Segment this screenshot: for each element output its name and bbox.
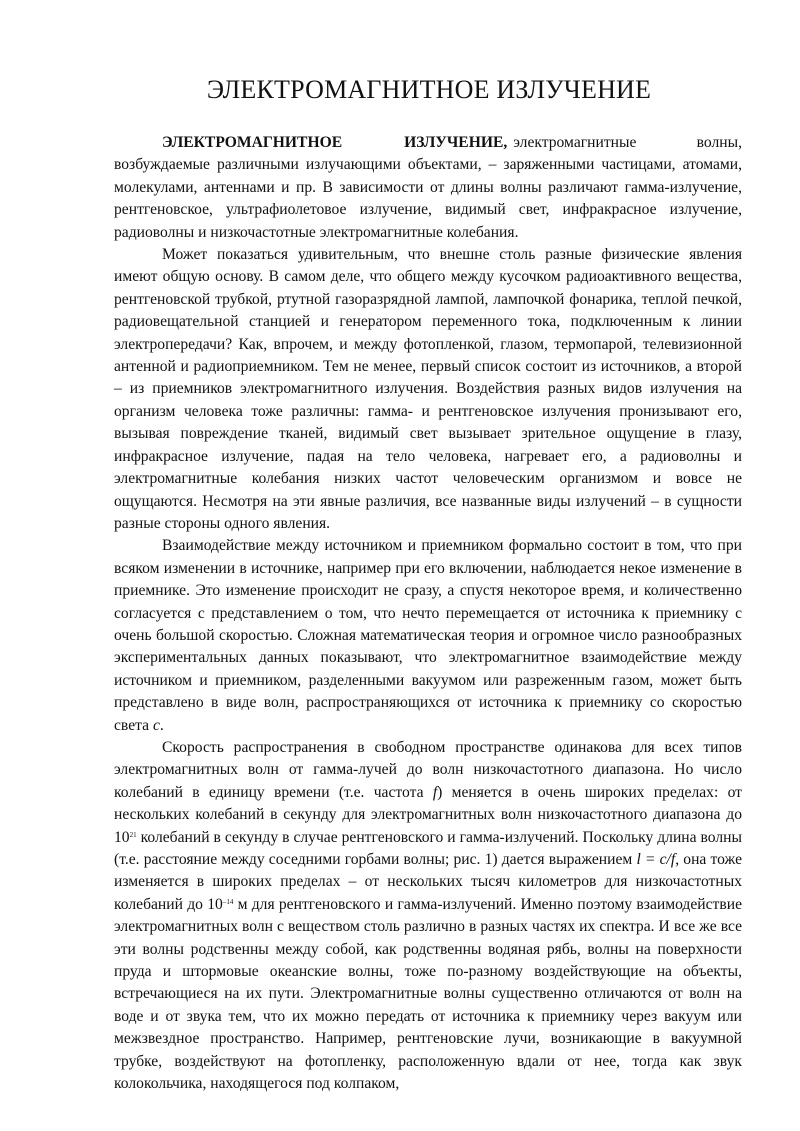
paragraph-3-end: . bbox=[159, 716, 164, 734]
document-body bbox=[114, 132, 742, 1095]
paragraph-4-s1: Скорость распространения в свободном пространстве одинакова для всех типов электромагнитных волн от гамма-лучей до волн низкочастотного диапазона. Но число колебаний в единицу времени (т.е. частота bbox=[114, 738, 742, 801]
paragraph-4-s3: колебаний в секунду в случае рентгеновского и гамма-излучений. Поскольку длина волны (т.е. расстояние между соседними горбами волны; рис. 1) дается выражением bbox=[114, 828, 742, 868]
speed-of-light-symbol: c bbox=[152, 716, 160, 734]
frequency-symbol: f bbox=[432, 783, 438, 801]
paragraph-2: Может показаться удивительным, что внешне столь разные физические явления имеют общую основу. В самом деле, что общего между кусочком радиоактивного вещества, рентгеновской трубкой, ртутной газоразрядной лампой, лампочкой фонарика, теплой печкой, радиовещательной станцией и генератором переменного тока, подключенным к линии электропередачи? Как, впрочем, и между фотопленкой, глазом, термопарой, телевизионной антенной и радиоприемником. Тем не менее, первый список состоит из источников, а второй – из приемников электромагнитного излучения. Воздействия разных видов излучения на организм человека тоже различны: гамма- и рентгеновское излучения пронизывают его, вызывая повреждение тканей, видимый свет вызывает зрительное ощущение в глазу, инфракрасное излучение, падая на тело человека, нагревает его, а радиоволны и электромагнитные колебания низких частот человеческим организмом и вовсе не ощущаются. Несмотря на эти явные различия, все названные виды излучений – в сущности разные стороны одного явления. bbox=[114, 246, 742, 532]
exponent-21: 21 bbox=[129, 830, 137, 839]
term-word-2: ИЗЛУЧЕНИЕ, bbox=[404, 134, 508, 151]
exponent-minus-14: –14 bbox=[222, 897, 234, 906]
document-title: ЭЛЕКТРОМАГНИТНОЕ ИЗЛУЧЕНИЕ bbox=[206, 75, 652, 104]
paragraph-4-s2: ) меняется в очень широких пределах: от нескольких колебаний в секунду для электромагнитных волн низкочастотного диапазона до 10 bbox=[114, 783, 742, 846]
paragraph-4 bbox=[114, 737, 742, 1096]
paragraph-3 bbox=[114, 535, 742, 737]
paragraph-4-s4: , она тоже изменяется в широких пределах – от нескольких тысяч километров для низкочастотных колебаний до 10 bbox=[114, 851, 742, 913]
term-word-1: ЭЛЕКТРОМАГНИТНОЕ bbox=[162, 134, 343, 151]
paragraph-1-text: электромагнитные волны, возбуждаемые различными излучающими объектами, – заряженными частицами, атомами, молекулами, антеннами и пр. В зависимости от длины волны различают гамма-излучение, рентгеновское, ультрафиолетовое излучение, видимый свет, инфракрасное излучение, радиоволны и низкочастотные электромагнитные колебания. bbox=[114, 134, 742, 241]
paragraph-3-text: Взаимодействие между источником и приемником формально состоит в том, что при всяком изменении в источнике, например при его включении, наблюдается некое изменение в приемнике. Это изменение происходит не сразу, а спустя некоторое время, и количественно согласуется с представлением о том, что нечто перемещается от источника к приемнику с очень большой скоростью. Сложная математическая теория и огромное число разнообразных экспериментальных данных показывают, что электромагнитное взаимодействие между источником и приемником, разделенными вакуумом или разреженным газом, может быть представлено в виде волн, распространяющихся от источника к приемнику со скоростью света bbox=[114, 537, 742, 734]
paragraph-4-s5: м для рентгеновского и гамма-излучений. Именно поэтому взаимодействие электромагнитных волн с веществом столь различно в разных частях их спектра. И все же все эти волны родственны между собой, как родственны водяная рябь, волны на поверхности пруда и штормовые океанские волны, тоже по-разному воздействующие на объекты, встречающиеся на их пути. Электромагнитные волны существенно отличаются от волн на воде и от звука тем, что их можно передать от источника к приемнику через вакуум или межзвездное пространство. Например, рентгеновские лучи, возникающие в вакуумной трубке, воздействуют на фотопленку, расположенную вдали от нее, тогда как звук колокольчика, находящегося под колпаком, bbox=[114, 895, 742, 1093]
wavelength-formula: l = c/f bbox=[636, 851, 676, 868]
paragraph-1 bbox=[114, 132, 742, 244]
